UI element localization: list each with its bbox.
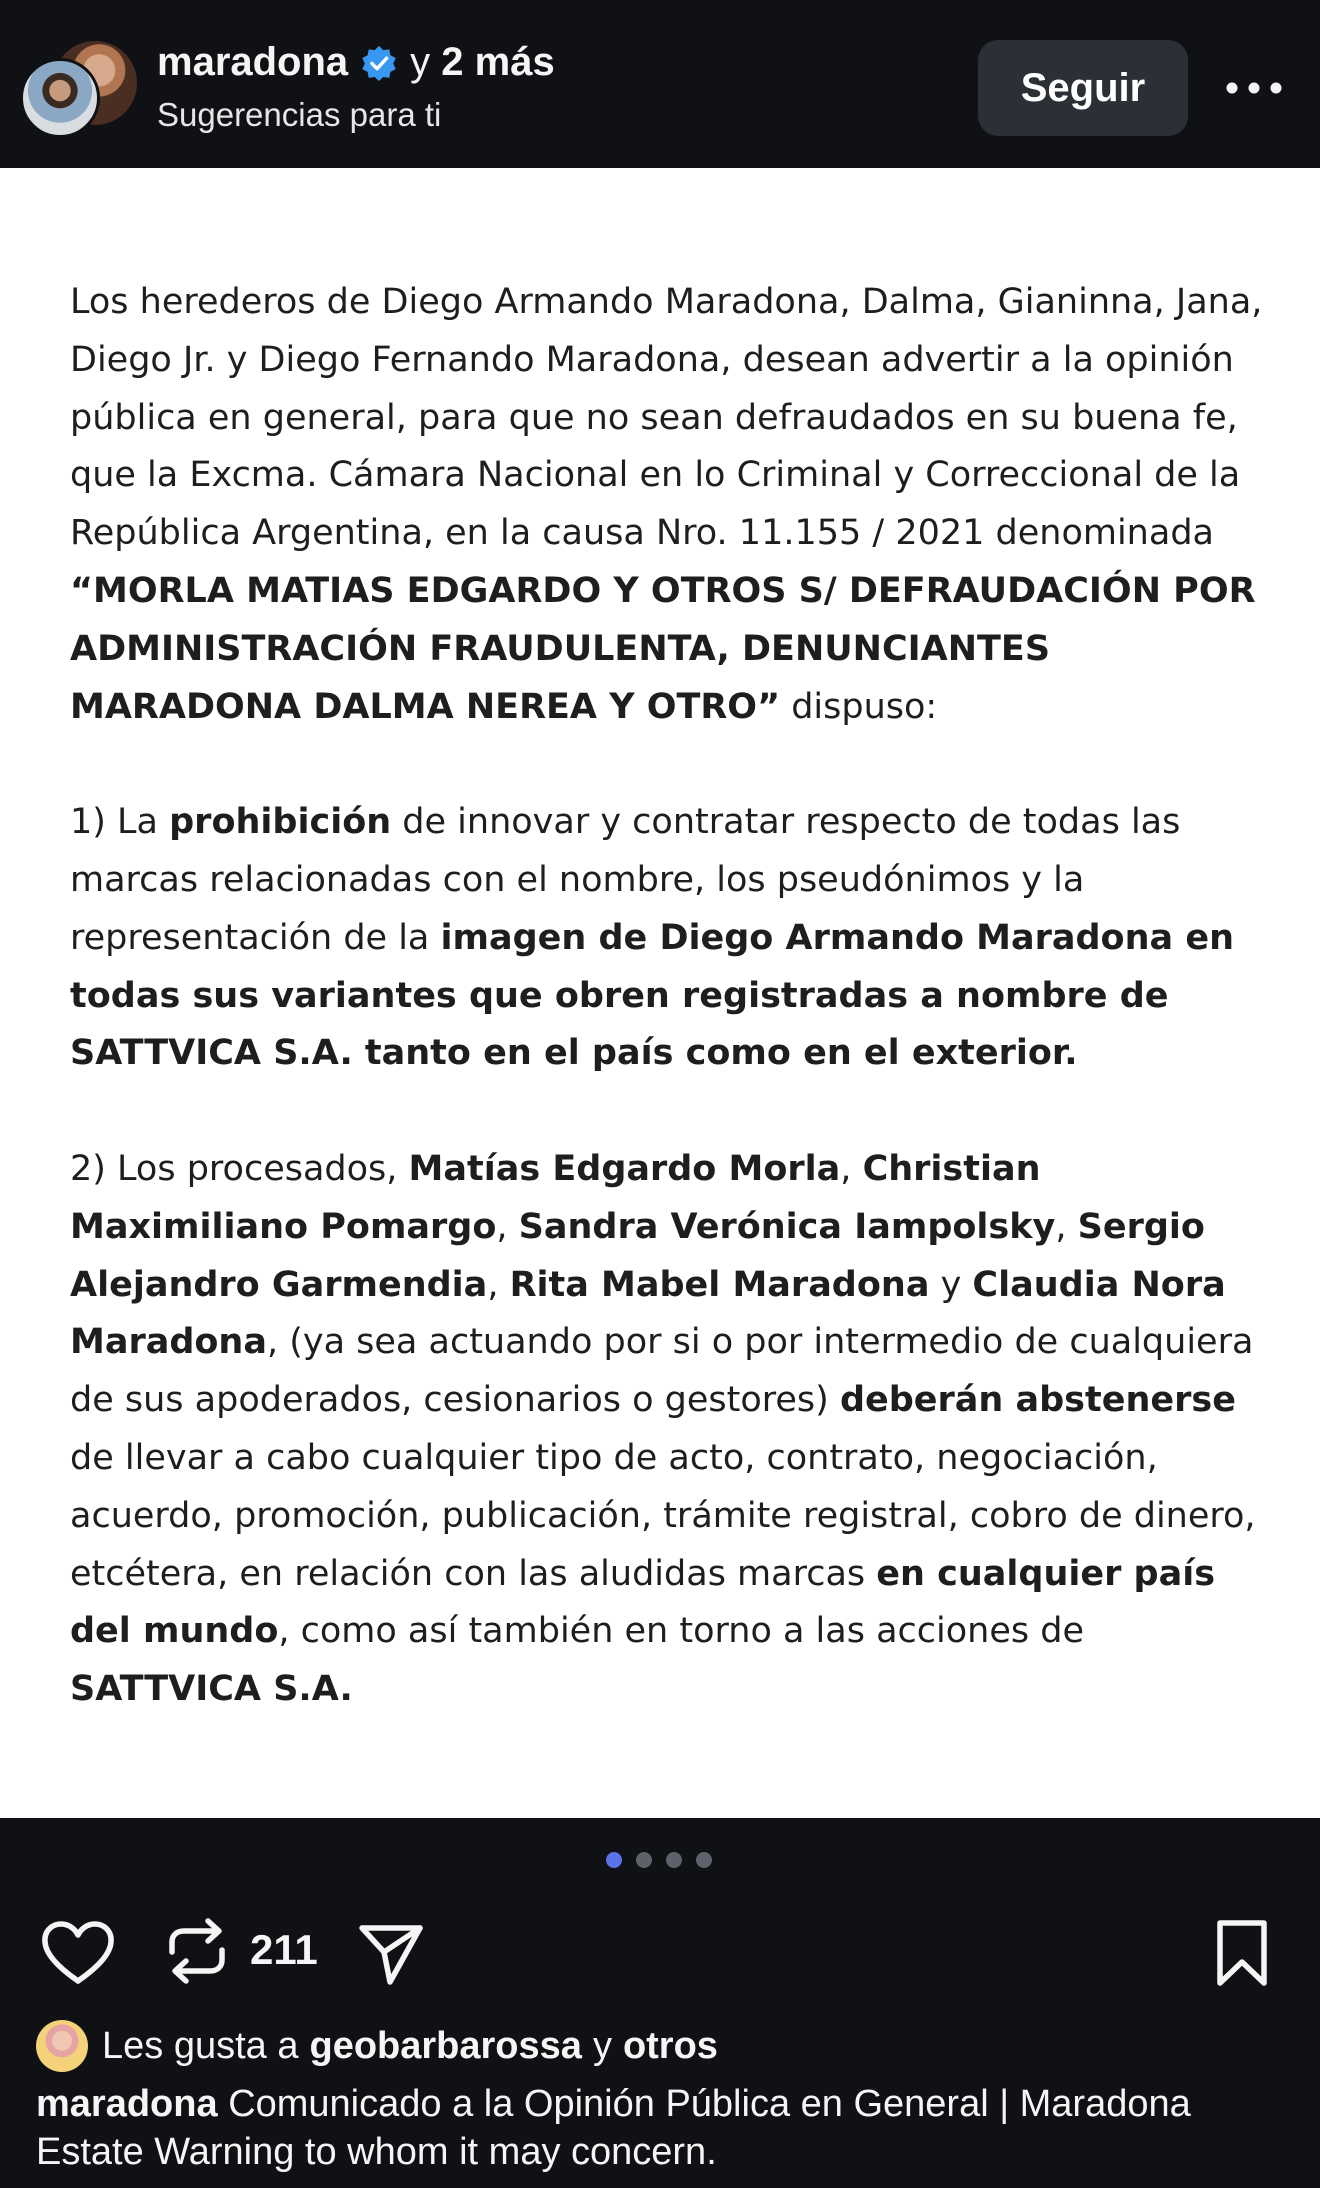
text-segment: ,: [840, 1148, 863, 1189]
liker-avatar: [36, 2020, 88, 2072]
document-text: [70, 274, 1270, 1777]
bookmark-icon[interactable]: [1212, 1918, 1272, 1988]
paragraph-point-1: [70, 794, 1270, 1083]
bold-text-segment: en cualquier país del mundo: [70, 1553, 1216, 1652]
username[interactable]: maradona: [157, 40, 349, 84]
likes-others-link[interactable]: otros: [622, 2024, 718, 2067]
share-icon[interactable]: [356, 1918, 426, 1988]
post-caption: [36, 2080, 1296, 2176]
text-segment: , como así también en torno a las acciones de: [278, 1611, 1084, 1652]
likes-summary[interactable]: Les gusta a geobarbarossa y otros: [36, 2018, 718, 2074]
carousel-dot: [606, 1852, 622, 1868]
bold-text-segment: imagen de Diego Armando Maradona en todas sus variantes que obren registradas a nombre de SATTVICA S.A. tanto en el país como en el exterior.: [70, 917, 1234, 1074]
bold-text-segment: Sergio Alejandro Garmendia: [70, 1206, 1205, 1305]
suggestion-subtitle: Sugerencias para ti: [157, 96, 442, 133]
avatar: [20, 58, 100, 138]
action-bar: [0, 1906, 1320, 1996]
text-segment: 1) La: [70, 802, 170, 843]
bold-text-segment: Christian Maximiliano Pomargo: [70, 1148, 1041, 1247]
caption-username[interactable]: maradona: [36, 2083, 218, 2125]
post-footer: [0, 1818, 1320, 2188]
post-image-document[interactable]: [0, 168, 1320, 1818]
text-segment: ,: [1055, 1206, 1078, 1247]
bold-text-segment: prohibición: [169, 802, 392, 843]
bold-text-segment: Sandra Verónica Iampolsky: [518, 1206, 1056, 1247]
carousel-dot: [666, 1852, 682, 1868]
coauthors-text[interactable]: y 2 más: [410, 40, 555, 84]
text-segment: y: [929, 1264, 973, 1305]
text-segment: Los herederos de Diego Armando Maradona, Dalma, Gianinna, Jana, Diego Jr. y Diego Fernando Maradona, desean advertir a la opinión pública en general, para que no sean defraudados en su buena fe, que la Excma. Cámara Nacional en lo Criminal y Correccional de la República Argentina, en la causa Nro. 11.155 / 2021 denominada: [70, 282, 1263, 554]
more-options-icon[interactable]: [1222, 68, 1286, 108]
carousel-dot: [696, 1852, 712, 1868]
bold-text-segment: deberán abstenerse: [839, 1380, 1236, 1421]
bold-text-segment: SATTVICA S.A.: [70, 1669, 353, 1710]
bold-text-segment: Matías Edgardo Morla: [408, 1148, 841, 1189]
author-line[interactable]: [157, 40, 555, 85]
repost-count: 211: [250, 1926, 318, 1973]
bold-text-segment: Rita Mabel Maradona: [509, 1264, 930, 1305]
repost-icon[interactable]: [164, 1916, 230, 1986]
paragraph-point-2: [70, 1141, 1270, 1719]
text-segment: , (ya sea actuando por si o por intermedio de cualquiera de sus apoderados, cesionarios o gestores): [70, 1322, 1254, 1421]
heart-icon[interactable]: [40, 1920, 116, 1986]
text-segment: de innovar y contratar respecto de todas las marcas relacionadas con el nombre, los pseudónimos y la representación de la: [70, 802, 1181, 958]
carousel-dot: [636, 1852, 652, 1868]
follow-button[interactable]: Seguir: [978, 40, 1188, 136]
liker-username[interactable]: geobarbarossa: [309, 2024, 582, 2067]
post-header: [0, 0, 1320, 168]
verified-badge-icon: [360, 44, 398, 82]
text-segment: de llevar a cabo cualquier tipo de acto, contrato, negociación, acuerdo, promoción, publicación, trámite registral, cobro de dinero, etcétera, en relación con las aludidas marcas: [70, 1437, 1256, 1594]
carousel-indicator: [606, 1852, 712, 1868]
text-segment: ,: [487, 1264, 510, 1305]
paragraph-intro: [70, 274, 1270, 736]
bold-text-segment: “MORLA MATIAS EDGARDO Y OTROS S/ DEFRAUDACIÓN POR ADMINISTRACIÓN FRAUDULENTA, DENUNCIANTES MARADONA DALMA NEREA Y OTRO”: [70, 570, 1256, 727]
text-segment: 2) Los procesados,: [70, 1148, 409, 1189]
avatar-stack[interactable]: [20, 38, 120, 138]
bold-text-segment: Claudia Nora Maradona: [70, 1264, 1226, 1363]
text-segment: ,: [496, 1206, 519, 1247]
text-segment: dispuso:: [780, 686, 938, 727]
caption-text: Comunicado a la Opinión Pública en General | Maradona Estate Warning to whom it may concern.: [36, 2083, 1191, 2173]
